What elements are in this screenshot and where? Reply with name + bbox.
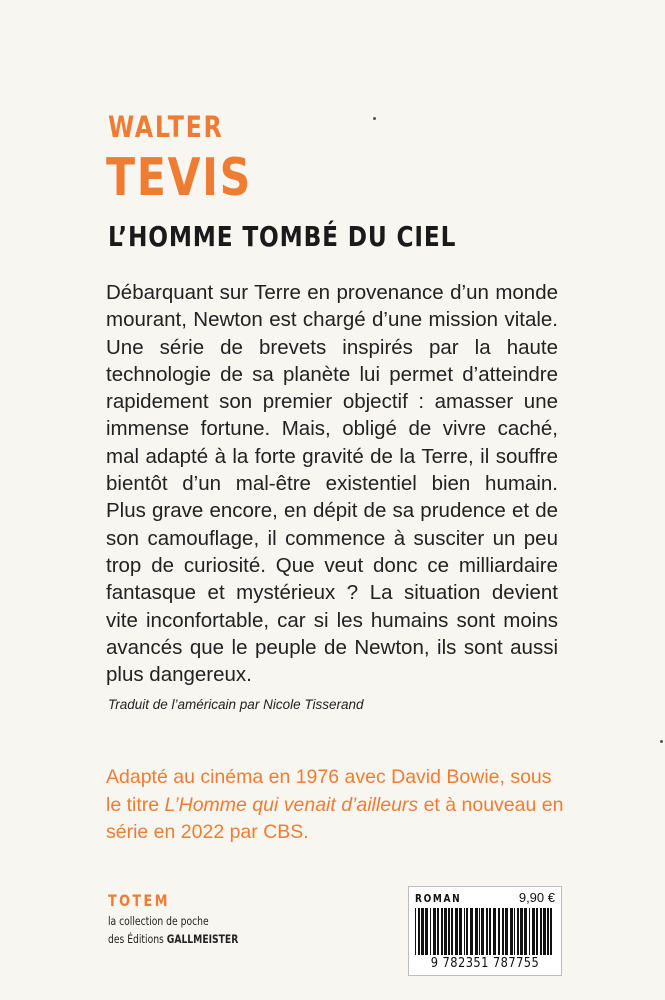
barcode-bar	[481, 908, 484, 955]
barcode-bar	[459, 908, 462, 955]
author-first-name: WALTER	[108, 110, 224, 144]
publisher-name: GALLMEISTER	[166, 932, 239, 946]
barcode-bar	[547, 908, 549, 955]
barcode-bar	[493, 908, 496, 955]
barcode-bar	[489, 908, 491, 955]
adaptation-text-1: Adapté au cinéma en 1976 avec David Bowie, sous le titre	[106, 766, 552, 816]
author-last-name: TEVIS	[106, 148, 252, 208]
adaptation-text-2: et à nouveau en série en 2022 par CBS.	[106, 793, 564, 843]
barcode-bar	[514, 908, 515, 955]
publisher-line	[108, 932, 238, 946]
genre-label: ROMAN	[415, 892, 462, 905]
collection-tagline: la collection de poche	[108, 914, 209, 928]
barcode-bar	[475, 908, 478, 955]
barcode-bar	[479, 908, 480, 955]
barcode-bar	[550, 908, 552, 955]
barcode-bar	[543, 908, 546, 955]
book-title: L’HOMME TOMBÉ DU CIEL	[108, 220, 457, 253]
barcode-bar	[470, 908, 473, 955]
barcode-bar	[532, 908, 535, 955]
barcode-bar	[464, 908, 465, 955]
collection-logo: TOTEM	[108, 891, 170, 910]
barcode-label	[408, 886, 562, 976]
barcode-bar	[524, 908, 527, 955]
film-title: L’Homme qui venait d’ailleurs	[164, 793, 419, 816]
barcode-bar	[418, 908, 420, 955]
barcode-bar	[520, 908, 523, 955]
barcode-bars	[415, 908, 555, 955]
barcode-bar	[498, 908, 500, 955]
barcode-bar	[502, 908, 504, 955]
barcode-bar	[536, 908, 538, 955]
barcode-bar	[466, 908, 468, 955]
barcode-bar	[444, 908, 447, 955]
barcode-bar	[455, 908, 458, 955]
barcode-bar	[430, 908, 431, 955]
barcode-bar	[425, 908, 428, 955]
translator-credit: Traduit de l’américain par Nicole Tisserand	[108, 697, 364, 712]
barcode-bar	[486, 908, 488, 955]
barcode-bar	[437, 908, 439, 955]
barcode-bar	[505, 908, 508, 955]
speck-mark	[660, 740, 663, 743]
barcode-bar	[540, 908, 542, 955]
barcode-bar	[415, 908, 416, 955]
barcode-bar	[441, 908, 443, 955]
price-label: 9,90 €	[518, 890, 555, 905]
synopsis-text: Débarquant sur Terre en provenance d’un monde mourant, Newton est chargé d’une mission vitale. Une série de brevets inspirés par la haute technologie de sa planète lui permet d’atteindre rapidement son premier objectif : amasser une immense fortune. Mais, obligé de vivre caché, mal adapté à la forte gravité de la Terre, il souffre bientôt d’un mal-être existentiel bien humain. Plus grave encore, en dépit de sa prudence et de son camouflage, il commence à susciter un peu trop de curiosité. Que veut donc ce milliardaire fantasque et mystérieux ? La situation devient vite inconfortable, car si les humains sont moins avancés que le peuple de Newton, ils sont aussi plus dangereux.	[106, 281, 558, 687]
speck-mark	[373, 117, 376, 120]
barcode-bar	[448, 908, 450, 955]
publisher-prefix: des Éditions	[108, 932, 167, 946]
barcode-bar	[517, 908, 519, 955]
barcode-bar	[510, 908, 513, 955]
barcode-bar	[529, 908, 530, 955]
barcode-bar	[421, 908, 424, 955]
isbn-number: 9 782351 787755	[430, 956, 540, 971]
barcode-bar	[433, 908, 436, 955]
barcode-bar	[451, 908, 453, 955]
adaptation-note	[106, 764, 566, 847]
